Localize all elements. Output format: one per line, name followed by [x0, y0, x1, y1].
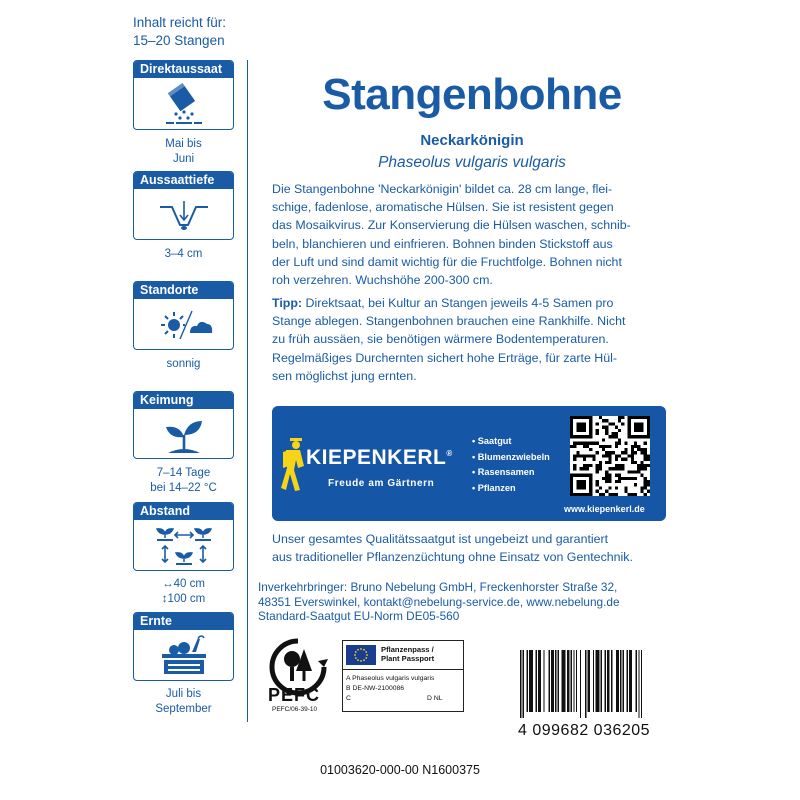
barcode-bar [601, 650, 602, 712]
barcode-bar [580, 650, 581, 718]
card-caption-sowing-depth [133, 247, 234, 262]
barcode-bar [611, 650, 612, 712]
barcode-bar [605, 650, 606, 712]
product-variety: Neckarkönigin [420, 132, 524, 149]
tip-text: Direktsaat, bei Kultur an Stangen jeweils 4-5 Samen pro [302, 296, 614, 310]
barcode-bar [543, 650, 544, 712]
card-sowing-depth [133, 171, 234, 240]
passport-line-c: C [346, 695, 351, 702]
qr-code[interactable] [570, 416, 650, 496]
card-title: Abstand [134, 503, 233, 520]
caption-line: Juni [172, 153, 195, 165]
content-amount-label: Inhalt reicht für: [133, 15, 227, 30]
tip-label: Tipp: [272, 296, 303, 310]
caption-line: 7–14 Tage [156, 467, 211, 479]
card-title: Ernte [134, 613, 233, 630]
brand-name [306, 446, 453, 470]
barcode-bar [529, 650, 533, 712]
description-line: Die Stangenbohne 'Neckarkönigin' bildet ca. 28 cm lange, flei- [272, 182, 613, 196]
caption-line: September [155, 703, 212, 715]
legal-info [258, 580, 658, 624]
card-title: Standorte [134, 282, 233, 299]
barcode-bar [558, 650, 559, 712]
pefc-logo [262, 637, 334, 715]
passport-title [381, 645, 434, 663]
barcode-bar [641, 650, 642, 718]
brand-banner [272, 406, 666, 521]
brand-product-item: • Blumenzwiebeln [472, 450, 550, 466]
pefc-label: PEFC [268, 685, 321, 705]
card-title: Aussaattiefe [134, 172, 233, 189]
sowing-depth-icon [134, 189, 233, 240]
barcode-bar [549, 650, 550, 712]
legal-line: 48351 Everswinkel, kontakt@nebelung-service.de, www.nebelung.de [258, 594, 620, 609]
barcode-bar [567, 650, 570, 712]
seed-packet-icon [134, 78, 233, 130]
product-latin-name: Phaseolus vulgaris vulgaris [378, 154, 566, 171]
barcode-bar [523, 650, 524, 718]
tip-line: sen möglichst jung ernten. [272, 368, 417, 383]
barcode-bar [555, 650, 556, 712]
tip-line [272, 294, 667, 312]
tip-paragraph [272, 294, 667, 385]
product-title: Stangenbohne [322, 70, 622, 119]
tip-line: Regelmäßiges Durchernten sichert hohe Erträge, für zarte Hül- [272, 350, 618, 365]
barcode-bar [562, 650, 566, 712]
barcode-bar [571, 650, 572, 712]
harvest-crate-icon [134, 630, 233, 681]
passport-title-line: Plant Passport [381, 654, 435, 663]
barcode-bar [585, 650, 586, 718]
quality-line: Unser gesamtes Qualitätssaatgut ist ungebeizt und garantiert [272, 532, 609, 546]
barcode-bar [551, 650, 554, 712]
description-line: schige, fadenlose, aromatische Hülsen. Sie ist resistent gegen [272, 200, 614, 215]
tip-line: Stange ablegen. Stangenbohnen brauchen eine Rankhilfe. Nicht [272, 314, 626, 329]
card-spacing [133, 502, 234, 571]
barcode-bar [616, 650, 619, 712]
description-line: beln, blanchieren und einfrieren. Bohnen binden Stickstoff aus [272, 236, 613, 251]
card-title: Direktaussaat [134, 61, 233, 78]
caption-line: ↔40 cm [162, 578, 205, 590]
legal-line: Inverkehrbringer: Bruno Nebelung GmbH, Freckenhorster Straße 32, [258, 580, 618, 594]
content-amount [133, 14, 263, 50]
card-harvest [133, 612, 234, 681]
barcode-bar [576, 650, 577, 712]
sidebar-divider [247, 60, 248, 722]
caption-line: sonnig [166, 358, 201, 370]
barcode-bar [538, 650, 541, 712]
brand-product-item: • Rasensamen [472, 465, 550, 481]
barcode-bar [629, 650, 632, 712]
card-caption-location [133, 357, 234, 372]
plant-spacing-icon [134, 520, 233, 571]
caption-line: Juli bis [165, 688, 202, 700]
barcode-bar [527, 650, 528, 712]
registered-mark: ® [446, 449, 453, 458]
brand-product-list [472, 434, 550, 496]
plant-passport [342, 640, 464, 712]
article-code: 01003620-000-00 N1600375 [320, 763, 480, 777]
card-location [133, 281, 234, 350]
barcode-bar [593, 650, 594, 712]
sprout-icon [134, 409, 233, 459]
barcode-number: 4 099682 036205 [518, 722, 651, 739]
tip-line: zu früh aussäen, sie benötigen wärmere Bodentemperaturen. [272, 332, 609, 347]
sun-cloud-icon [134, 299, 233, 350]
barcode-bar [627, 650, 628, 712]
passport-title-line: Pflanzenpass / [381, 645, 434, 654]
barcode-bar [638, 650, 639, 718]
legal-line: Standard-Saatgut EU-Norm DE05-560 [258, 609, 460, 623]
passport-line-a: A Phaseolus vulgaris vulgaris [346, 675, 435, 682]
pefc-code: PEFC/06-39-10 [272, 706, 318, 713]
caption-line: Mai bis [165, 138, 202, 150]
description-line: der Luft und sind damit wichtig für die Fruchtfolge. Bohnen nicht [272, 254, 622, 269]
product-description [272, 180, 667, 289]
description-line: roh verzehren. Wuchshöhe 200-300 cm. [272, 273, 493, 288]
barcode-bar [623, 650, 624, 712]
card-direct-sowing [133, 60, 234, 130]
brand-url[interactable]: www.kiepenkerl.de [564, 504, 645, 514]
passport-divider [343, 669, 463, 670]
content-amount-value: 15–20 Stangen [133, 33, 225, 48]
card-title: Keimung [134, 392, 233, 409]
card-caption-harvest [133, 687, 234, 717]
card-caption-direct-sowing [133, 137, 234, 167]
quality-statement [272, 530, 667, 566]
passport-line-b: B DE-NW-2100086 [346, 685, 405, 692]
barcode-bar [595, 650, 599, 712]
passport-line-d: D NL [427, 695, 443, 702]
quality-line: aus traditioneller Pflanzenzüchtung ohne Einsatz von Gentechnik. [272, 550, 633, 565]
barcode-bar [573, 650, 574, 712]
barcode-bar [620, 650, 621, 712]
brand-product-item: • Pflanzen [472, 481, 550, 497]
brand-product-item: • Saatgut [472, 434, 550, 450]
barcode [518, 650, 648, 718]
card-germination [133, 391, 234, 459]
barcode-bar [636, 650, 637, 712]
brand-text: KIEPENKERL [306, 446, 447, 469]
description-line: das Mosaikvirus. Zur Konservierung die Hülsen waschen, schnib- [272, 218, 631, 233]
brand-slogan: Freude am Gärtnern [328, 478, 435, 489]
barcode-bar [536, 650, 537, 712]
eu-flag-icon [346, 645, 376, 665]
card-caption-germination [133, 466, 234, 496]
barcode-bar [520, 650, 521, 718]
caption-line: bei 14–22 °C [150, 482, 217, 494]
caption-line: ↕100 cm [161, 593, 206, 605]
caption-line: 3–4 cm [164, 248, 203, 260]
card-caption-spacing [133, 577, 234, 607]
barcode-bar [607, 650, 610, 712]
barcode-bar [588, 650, 591, 712]
